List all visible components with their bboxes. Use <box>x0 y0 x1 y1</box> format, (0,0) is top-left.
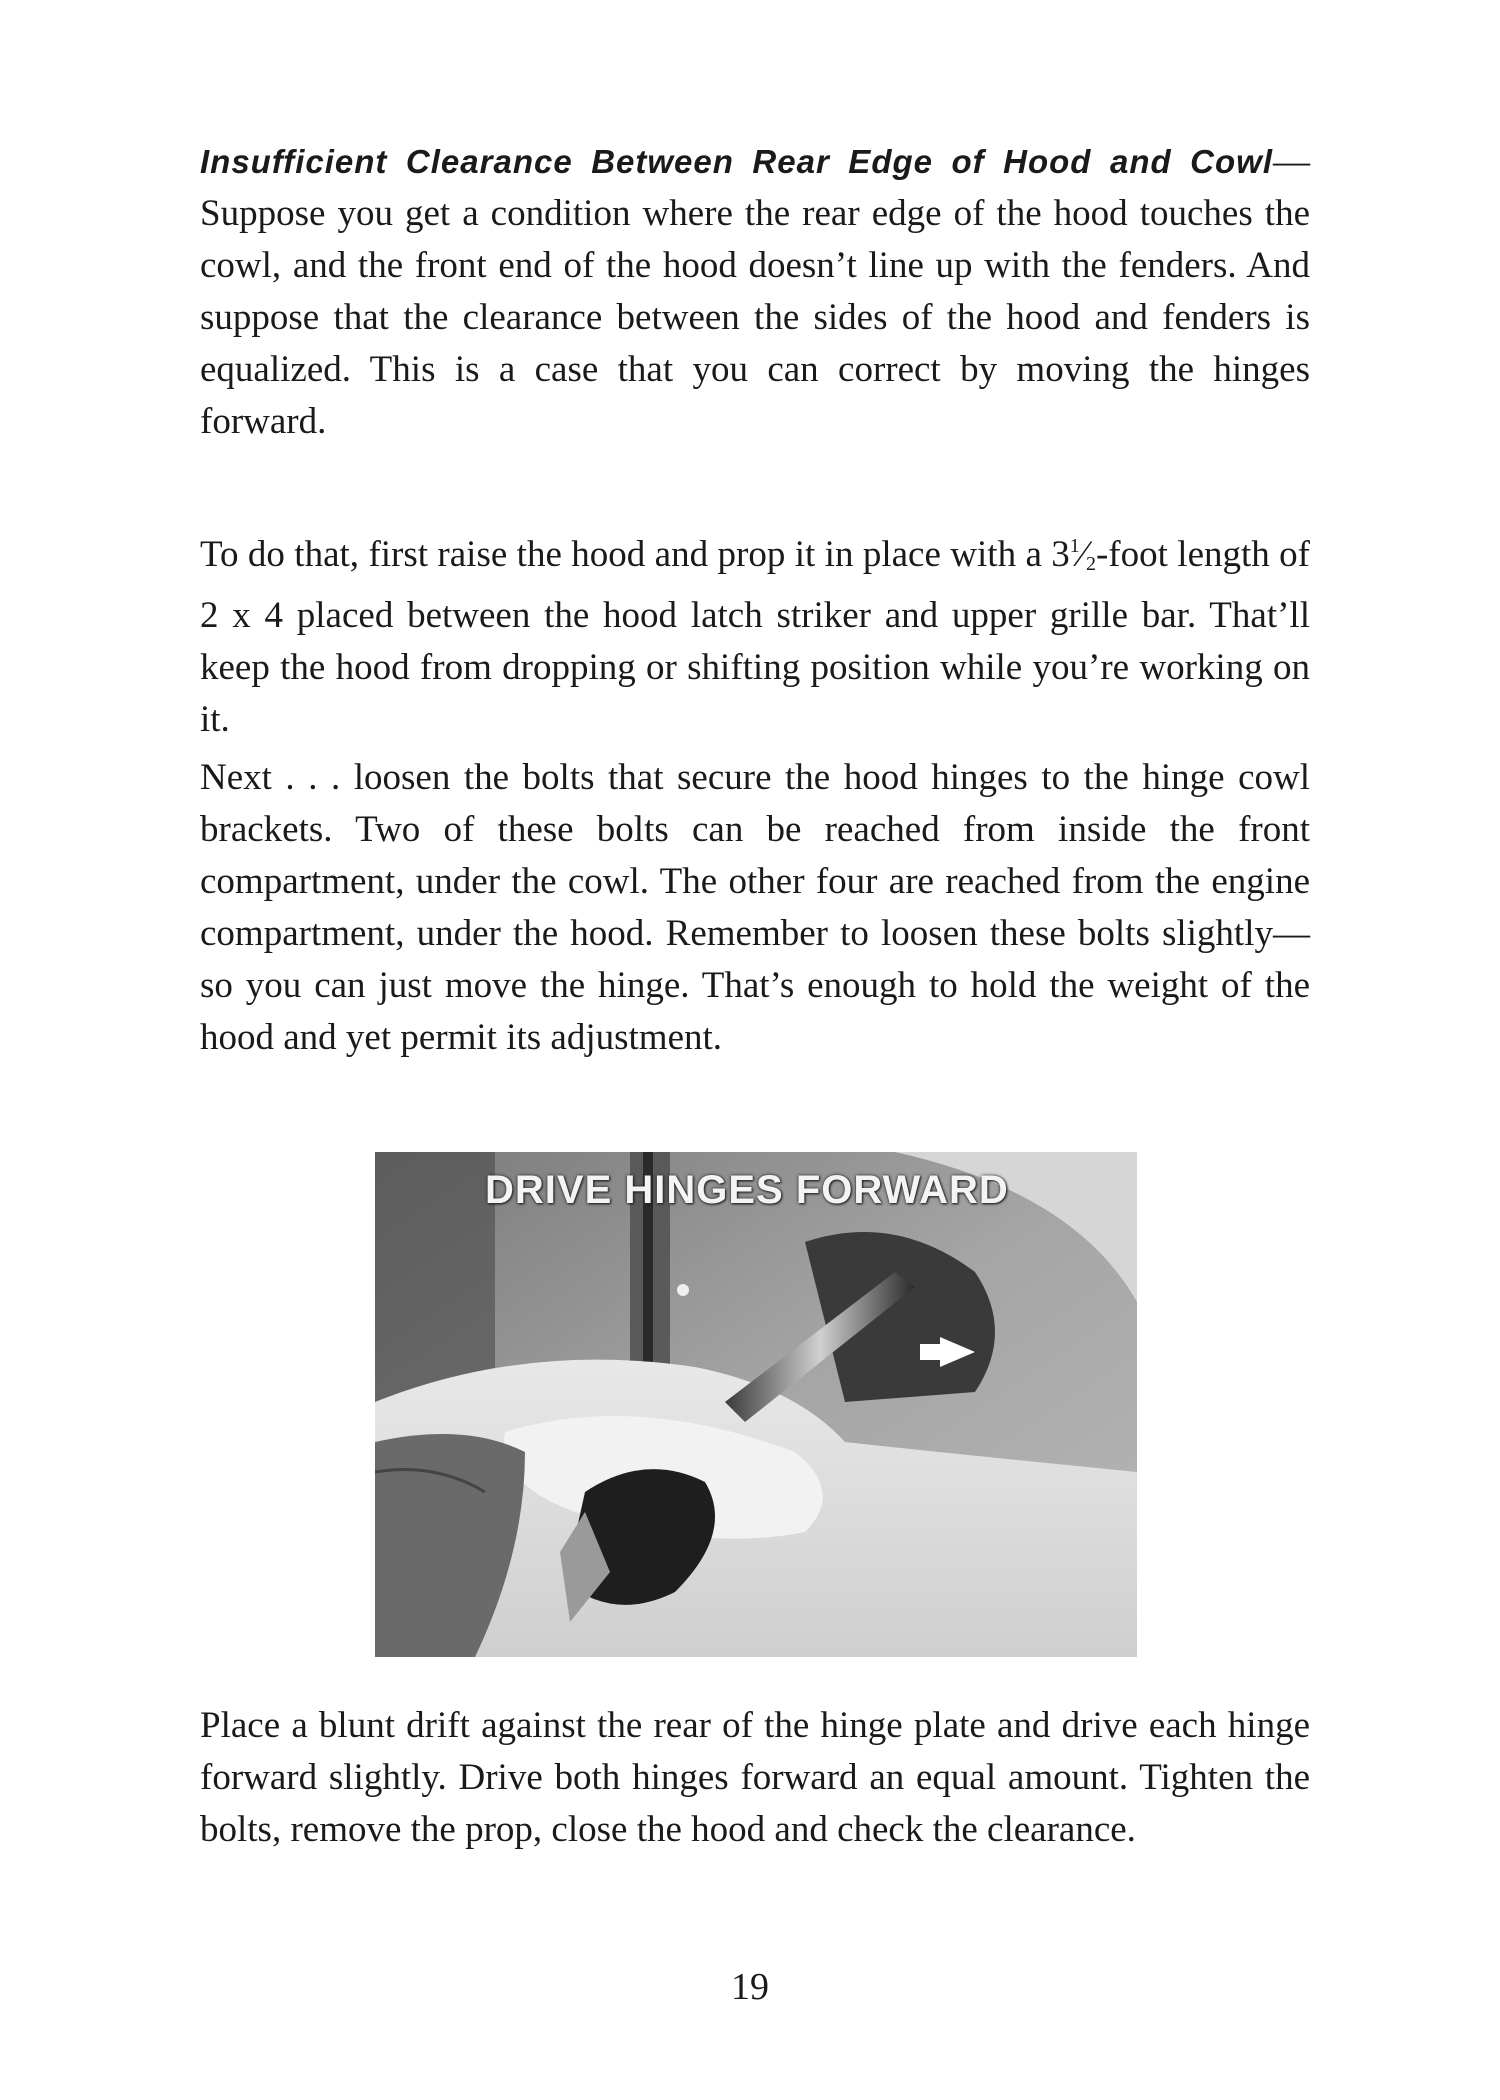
bolt-head <box>677 1284 689 1296</box>
section-heading: Insufficient Clearance Between Rear Edge of Hood and Cowl <box>200 143 1273 180</box>
section-prop-hood <box>200 520 1310 746</box>
section-hood-clearance <box>200 136 1310 448</box>
photo-illustration <box>375 1152 1137 1657</box>
paragraph-body: Suppose you get a condition where the rear edge of the hood touches the cowl, and the front end of the hood doesn’t line up with the fenders. And suppose that the clearance between the sides of the hood and fenders is equalized. This is a case that you can correct by moving the hinges forward. <box>200 193 1310 442</box>
fraction-three-and-a-half: $3^1⁄_2$ <box>1051 534 1096 575</box>
paragraph-loosen-bolts: Next . . . loosen the bolts that secure the hood hinges to the hinge cowl brackets. Two of these bolts can be reached from inside the front compartment, under the cowl. The other four are reached from the engine compartment, under the hood. Remember to loosen these bolts slightly—so you can just move the hinge. That’s enough to hold the weight of the hood and yet permit its adjustment. <box>200 757 1310 1058</box>
paragraph-hood-clearance: Insufficient Clearance Between Rear Edge of Hood and Cowl—Suppose you get a condition where the rear edge of the hood touches the cowl, and the front end of the hood doesn’t line up with the fenders. And suppose that the clearance between the sides of the hood and fenders is equalized. This is a case that you can correct by moving the hinges forward. <box>200 141 1310 442</box>
page-number: 19 <box>731 1966 769 2008</box>
paragraph-prop-hood: To do that, first raise the hood and prop it in place with a $3^1⁄_2$-foot length of 2 x 4 placed between the hood latch striker and upper grille bar. That’ll keep the hood from dropping or shifting position while you’re working on it. <box>200 534 1310 740</box>
photo-caption: DRIVE HINGES FORWARD <box>485 1168 1009 1212</box>
photo-drive-hinges <box>375 1152 1137 1657</box>
paragraph-drive-hinges: Place a blunt drift against the rear of the hinge plate and drive each hinge forward slightly. Drive both hinges forward an equal amount. Tighten the bolts, remove the prop, close the hood and check the clearance. <box>200 1705 1310 1850</box>
section-drive-hinges <box>200 1700 1310 1856</box>
arrow-shaft <box>920 1344 942 1360</box>
section-loosen-bolts <box>200 752 1310 1064</box>
